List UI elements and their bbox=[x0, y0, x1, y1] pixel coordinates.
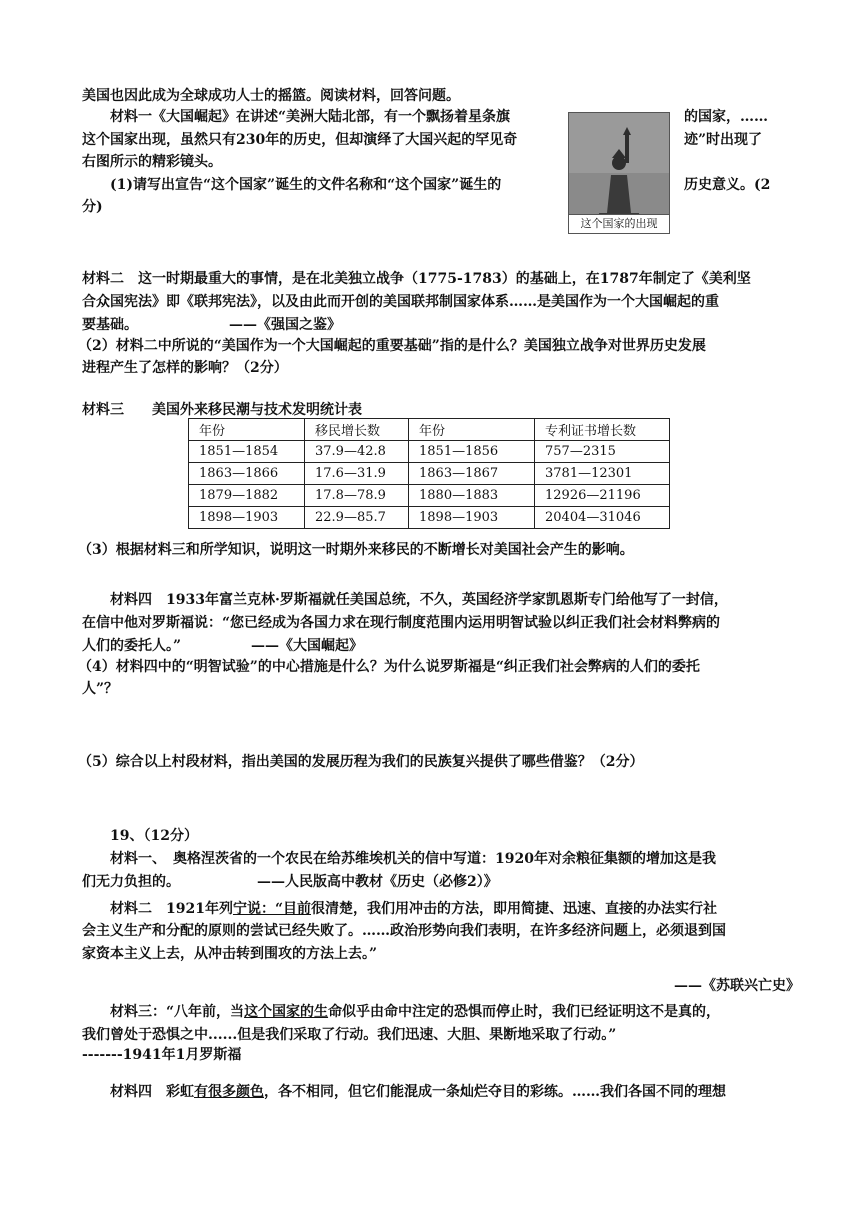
s19-material3-line2: 我们曾处于恐惧之中......但是我们采取了行动。我们迅速、大胆、果断地采取了行动。” bbox=[82, 1027, 617, 1043]
table-cell: 1851—1856 bbox=[409, 441, 535, 463]
material1-line1-right: 的国家，…… bbox=[684, 109, 768, 125]
s19-m4-post: ，各不相同，但它们能混成一条灿烂夺目的彩练。……我们各国不同的理想 bbox=[264, 1084, 726, 1100]
table-row bbox=[189, 485, 670, 507]
s19-m4-pre: 材料四 彩虹 bbox=[110, 1084, 194, 1100]
table-cell: 37.9—42.8 bbox=[305, 441, 409, 463]
s19-m2-underlined: 宁说：“目前 bbox=[232, 901, 312, 917]
s19-material3-line3: -------1941年1月罗斯福 bbox=[82, 1047, 242, 1063]
s19-material4-line1 bbox=[110, 1082, 726, 1102]
section19-heading: 19、（12分） bbox=[110, 828, 198, 844]
table-cell: 1898—1903 bbox=[409, 507, 535, 529]
table-cell: 22.9—85.7 bbox=[305, 507, 409, 529]
question5: （5）综合以上村段材料，指出美国的发展历程为我们的民族复兴提供了哪些借鉴？（2分） bbox=[78, 754, 644, 770]
s19-material1-line1: 材料一、 奥格涅茨省的一个农民在给苏维埃机关的信中写道：1920年对余粮征集额的增加这是我 bbox=[110, 851, 716, 867]
table-cell: 3781—12301 bbox=[535, 463, 670, 485]
material3-title: 材料三 美国外来移民潮与技术发明统计表 bbox=[82, 402, 362, 418]
s19-material1-line2: 们无力负担的。 ——人民版高中教材《历史（必修2）》 bbox=[82, 874, 498, 890]
s19-material2-line2: 会主义生产和分配的原则的尝试已经失败了。……政治形势向我们表明，在许多经济问题上，必须退到国 bbox=[82, 923, 726, 939]
table-cell: 1863—1867 bbox=[409, 463, 535, 485]
material4-line2: 在信中他对罗斯福说：“您已经成为各国力求在现行制度范围内运用明智试验以纠正我们社会材料弊病的 bbox=[82, 615, 721, 631]
material1-line3: 右图所示的精彩镜头。 bbox=[82, 154, 222, 170]
question2-line1: （2）材料二中所说的“美国作为一个大国崛起的重要基础”指的是什么？美国独立战争对世界历史发展 bbox=[78, 338, 706, 354]
material4-line3: 人们的委托人。” ——《大国崛起》 bbox=[82, 638, 364, 654]
s19-m3-pre: 材料三：“八年前，当 bbox=[110, 1004, 245, 1020]
table-header-cell: 年份 bbox=[409, 419, 535, 441]
material1-line2-left: 这个国家出现，虽然只有230年的历史，但却演绎了大国兴起的罕见奇 bbox=[82, 132, 518, 148]
table-cell: 1851—1854 bbox=[189, 441, 305, 463]
question3: （3）根据材料三和所学知识，说明这一时期外来移民的不断增长对美国社会产生的影响。 bbox=[78, 542, 634, 558]
table-row bbox=[189, 507, 670, 529]
s19-material2-source: ——《苏联兴亡史》 bbox=[674, 978, 800, 994]
question1-right: 历史意义。(2 bbox=[684, 177, 771, 193]
question4-line2: 人”？ bbox=[82, 681, 119, 697]
table-header-cell: 移民增长数 bbox=[305, 419, 409, 441]
question1-end: 分) bbox=[82, 199, 103, 215]
material2-line2: 合众国宪法》即《联邦宪法》，以及由此而开创的美国联邦制国家体系……是美国作为一个大国崛起的重 bbox=[82, 294, 719, 310]
question2-line2: 进程产生了怎样的影响？（2分） bbox=[82, 360, 288, 376]
table-cell: 757—2315 bbox=[535, 441, 670, 463]
s19-material3-line1 bbox=[110, 1002, 720, 1022]
s19-m2-post: 很清楚，我们用冲击的方法，即用简捷、迅速、直接的办法实行社 bbox=[311, 901, 718, 917]
image-caption: 这个国家的出现 bbox=[569, 214, 669, 233]
table-cell: 1863—1866 bbox=[189, 463, 305, 485]
table-cell: 1898—1903 bbox=[189, 507, 305, 529]
material1-line2-right: 迹”时出现了 bbox=[684, 132, 763, 148]
table-cell: 1880—1883 bbox=[409, 485, 535, 507]
material4-line1: 材料四 1933年富兰克林·罗斯福就任美国总统，不久，英国经济学家凯恩斯专门给他写了一封信， bbox=[110, 592, 728, 608]
immigration-patent-table bbox=[188, 418, 670, 529]
s19-material2-line1 bbox=[110, 899, 717, 919]
material2-line1: 材料二 这一时期最重大的事情，是在北美独立战争（1775-1783）的基础上，在1787年制定了《美利坚 bbox=[82, 271, 751, 287]
statue-of-liberty-image bbox=[568, 112, 670, 234]
table-header-cell: 年份 bbox=[189, 419, 305, 441]
s19-material2-line3: 家资本主义上去，从冲击转到围攻的方法上去。” bbox=[82, 946, 378, 962]
table-header-row bbox=[189, 419, 670, 441]
material2-line3: 要基础。 ——《强国之鉴》 bbox=[82, 317, 341, 333]
table-header-cell: 专利证书增长数 bbox=[535, 419, 670, 441]
table-row bbox=[189, 441, 670, 463]
material1-line1-left: 材料一《大国崛起》在讲述“美洲大陆北部，有一个飘扬着星条旗 bbox=[110, 109, 511, 125]
table-row bbox=[189, 463, 670, 485]
table-cell: 17.6—31.9 bbox=[305, 463, 409, 485]
table-cell: 20404—31046 bbox=[535, 507, 670, 529]
s19-m3-post: 命似乎由命中注定的恐惧而停止时，我们已经证明这不是真的， bbox=[328, 1004, 721, 1020]
table-cell: 1879—1882 bbox=[189, 485, 305, 507]
question4-line1: （4）材料四中的“明智试验”的中心措施是什么？为什么说罗斯福是“纠正我们社会弊病的人们的委托 bbox=[78, 659, 700, 675]
s19-m4-underlined: 有很多颜色 bbox=[194, 1084, 264, 1100]
section18-intro: 美国也因此成为全球成功人士的摇篮。阅读材料，回答问题。 bbox=[82, 88, 460, 104]
table-cell: 12926—21196 bbox=[535, 485, 670, 507]
s19-m2-pre: 材料二 1921年列 bbox=[110, 901, 233, 917]
s19-m3-underlined: 这个国家的生 bbox=[244, 1004, 329, 1020]
question1-left: (1)请写出宣告“这个国家”诞生的文件名称和“这个国家”诞生的 bbox=[110, 177, 502, 193]
table-cell: 17.8—78.9 bbox=[305, 485, 409, 507]
